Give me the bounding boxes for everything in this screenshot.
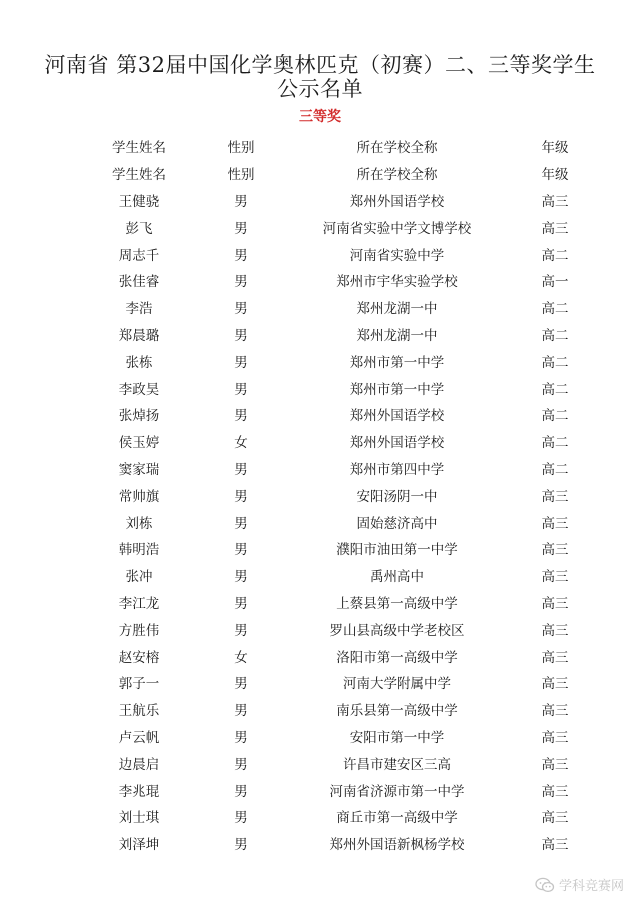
table-row [86,374,606,401]
table-row [86,669,606,696]
school-name-cell: 洛阳市第一高级中学 [336,649,458,666]
school-name-cell: 郑州龙湖一中 [356,327,438,344]
table-row [86,240,606,267]
grade-cell: 高二 [541,301,569,318]
student-name-cell: 李政昊 [118,381,160,398]
student-name-cell: 边晨启 [118,756,160,773]
school-name-cell: 河南大学附属中学 [343,676,451,693]
document-title-line2: 公示名单 [277,77,363,101]
school-name-cell: 郑州外国语学校 [349,408,445,425]
grade-cell: 高一 [541,274,569,291]
school-name-cell: 南乐县第一高级中学 [336,703,458,720]
school-name-cell: 郑州外国语学校 [349,193,445,210]
table-row [86,615,606,642]
grade-cell: 高三 [541,193,569,210]
table-row [86,696,606,723]
student-name-cell: 彭飞 [125,220,153,237]
gender-cell: 男 [234,569,248,586]
grade-cell: 高二 [541,247,569,264]
student-name-cell: 郑晨璐 [118,327,160,344]
student-name-cell: 张冲 [125,569,153,586]
gender-cell: 男 [234,756,248,773]
grade-cell: 高二 [541,408,569,425]
school-name-cell: 郑州外国语新枫杨学校 [329,837,465,854]
table-body [86,160,606,857]
header-grade: 年级 [541,140,569,157]
table-row [86,187,606,214]
table-row [86,508,606,535]
grade-cell: 高三 [541,837,569,854]
gender-cell: 男 [234,381,248,398]
table-row [86,830,606,857]
award-list-table [86,133,606,857]
gender-cell: 男 [234,515,248,532]
grade-cell: 高三 [541,595,569,612]
student-name-cell: 张佳睿 [118,274,160,291]
school-name-cell: 濮阳市油田第一中学 [336,542,458,559]
student-name-cell: 刘士琪 [118,810,160,827]
gender-cell: 男 [234,301,248,318]
grade-cell: 高三 [541,542,569,559]
gender-cell: 男 [234,837,248,854]
school-name-cell: 上蔡县第一高级中学 [336,595,458,612]
student-name-cell: 学生姓名 [112,167,166,184]
student-name-cell: 周志千 [118,247,160,264]
school-name-cell: 许昌市建安区三高 [343,756,451,773]
student-name-cell: 韩明浩 [118,542,160,559]
grade-cell: 高三 [541,220,569,237]
student-name-cell: 王健骁 [118,193,160,210]
student-name-cell: 张焯扬 [118,408,160,425]
table-row [86,803,606,830]
grade-cell: 高二 [541,461,569,478]
grade-cell: 高三 [541,569,569,586]
table-row [86,401,606,428]
grade-cell: 高二 [541,381,569,398]
school-name-cell: 郑州龙湖一中 [356,301,438,318]
student-name-cell: 张栋 [125,354,153,371]
student-name-cell: 李江龙 [118,595,160,612]
grade-cell: 高三 [541,703,569,720]
gender-cell: 男 [234,783,248,800]
table-row [86,160,606,187]
gender-cell: 男 [234,354,248,371]
school-name-cell: 郑州市第一中学 [349,381,445,398]
gender-cell: 男 [234,729,248,746]
watermark-text: 学科竞赛网 [558,879,624,894]
table-row [86,776,606,803]
gender-cell: 男 [234,193,248,210]
gender-cell: 男 [234,810,248,827]
grade-cell: 高二 [541,327,569,344]
school-name-cell: 河南省实验中学文博学校 [322,220,472,237]
gender-cell: 男 [234,595,248,612]
grade-cell: 高三 [541,729,569,746]
table-row [86,321,606,348]
grade-cell: 年级 [541,167,569,184]
student-name-cell: 王航乐 [118,703,160,720]
school-name-cell: 安阳市第一中学 [349,729,445,746]
table-row [86,749,606,776]
school-name-cell: 罗山县高级中学老校区 [329,622,465,639]
table-row [86,294,606,321]
header-gender: 性别 [227,140,255,157]
table-row [86,213,606,240]
student-name-cell: 赵安榕 [118,649,160,666]
grade-cell: 高三 [541,783,569,800]
table-row [86,481,606,508]
table-row [86,535,606,562]
gender-cell: 男 [234,488,248,505]
table-row [86,562,606,589]
student-name-cell: 郭子一 [118,676,160,693]
wechat-icon [535,877,555,893]
student-name-cell: 刘泽坤 [118,837,160,854]
grade-cell: 高二 [541,435,569,452]
school-name-cell: 郑州市第一中学 [349,354,445,371]
school-name-cell: 商丘市第一高级中学 [336,810,458,827]
gender-cell: 男 [234,408,248,425]
gender-cell: 男 [234,461,248,478]
document-title: 河南省 第32届中国化学奥林匹克（初赛）二、三等奖学生 [44,53,596,77]
gender-cell: 男 [234,274,248,291]
section-title: 三等奖 [299,109,341,125]
header-school: 所在学校全称 [356,140,438,157]
gender-cell: 男 [234,247,248,264]
gender-cell: 男 [234,220,248,237]
school-name-cell: 郑州市第四中学 [349,461,445,478]
gender-cell: 男 [234,327,248,344]
student-name-cell: 窦家瑞 [118,461,160,478]
school-name-cell: 固始慈济高中 [356,515,438,532]
student-name-cell: 侯玉婷 [118,435,160,452]
grade-cell: 高三 [541,515,569,532]
gender-cell: 男 [234,622,248,639]
school-name-cell: 禹州高中 [370,569,424,586]
table-row [86,723,606,750]
student-name-cell: 刘栋 [125,515,153,532]
student-name-cell: 常帅旗 [118,488,160,505]
student-name-cell: 李浩 [125,301,153,318]
grade-cell: 高三 [541,488,569,505]
student-name-cell: 李兆琨 [118,783,160,800]
student-name-cell: 方胜伟 [118,622,160,639]
gender-cell: 女 [234,435,248,452]
table-row [86,589,606,616]
table-row [86,347,606,374]
grade-cell: 高三 [541,756,569,773]
table-row [86,428,606,455]
gender-cell: 男 [234,542,248,559]
student-name-cell: 卢云帆 [118,729,160,746]
grade-cell: 高三 [541,649,569,666]
school-name-cell: 所在学校全称 [356,167,438,184]
gender-cell: 性别 [227,167,255,184]
table-header-row [86,133,606,160]
grade-cell: 高三 [541,810,569,827]
grade-cell: 高三 [541,622,569,639]
header-name: 学生姓名 [112,140,166,157]
gender-cell: 女 [234,649,248,666]
gender-cell: 男 [234,703,248,720]
school-name-cell: 河南省济源市第一中学 [329,783,465,800]
school-name-cell: 河南省实验中学 [349,247,445,264]
grade-cell: 高三 [541,676,569,693]
table-row [86,642,606,669]
school-name-cell: 安阳汤阴一中 [356,488,438,505]
table-row [86,455,606,482]
grade-cell: 高二 [541,354,569,371]
school-name-cell: 郑州外国语学校 [349,435,445,452]
table-row [86,267,606,294]
watermark [535,875,624,894]
gender-cell: 男 [234,676,248,693]
school-name-cell: 郑州市宇华实验学校 [336,274,458,291]
